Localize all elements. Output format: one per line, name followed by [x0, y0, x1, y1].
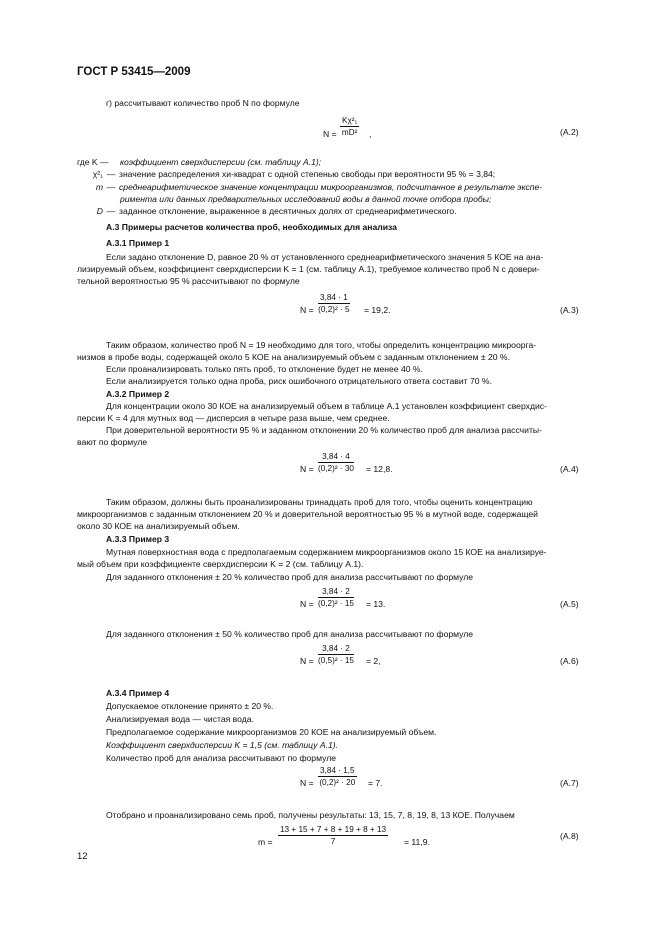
def-m-symbol: m [95, 182, 103, 192]
eq5-numerator: 3,84 · 2 [318, 587, 354, 598]
where-k-label: где K — [77, 157, 109, 167]
eq2-number: (А.2) [560, 127, 579, 137]
para-1-line-1: Если задано отклонение D, равное 20 % от установленного среднеарифметического значения 5 КОЕ на ана- [106, 252, 544, 262]
eq8-tail: = 11,9. [404, 837, 430, 847]
para-3-line-1: Для концентрации около 30 КОЕ на анализируемый объем в таблице А.1 установлен коэффициент сверхдис- [106, 401, 547, 411]
section-a33-heading: А.3.3 Пример 3 [106, 534, 170, 544]
eq7-tail: = 7. [368, 778, 383, 788]
eq7-fraction [318, 766, 357, 787]
eq7-numerator: 3,84 · 1,5 [320, 766, 355, 775]
eq2-numerator: Kχ²₁ [342, 116, 358, 125]
def-m-text-1: среднеарифметическое значение концентрации микроорганизмов, подсчитанное в результате экспе- [119, 182, 543, 192]
para-8: Отобрано и проанализировано семь проб, получены результаты: 13, 15, 7, 8, 19, 8, 13 КОЕ. Получаем [106, 810, 515, 820]
eq2-fraction [340, 116, 359, 137]
para-7-line-1: Допускаемое отклонение принято ± 20 %. [106, 701, 274, 711]
section-a3-heading: А.3 Примеры расчетов количества проб, необходимых для анализа [106, 222, 397, 232]
section-a32-heading: А.3.2 Пример 2 [106, 389, 170, 399]
def-chi-symbol: χ²₁ [92, 169, 103, 179]
para-5-line-3: Для заданного отклонения ± 20 % количество проб для анализа рассчитывают по формуле [106, 572, 474, 582]
def-m-text-2: риментa или данных предварительных исследований воды в данной точке отбора пробы; [120, 194, 492, 204]
para-7-line-5: Количество проб для анализа рассчитывают по формуле [106, 753, 336, 763]
eq8-number: (А.8) [560, 831, 579, 841]
eq5-tail: = 13. [366, 599, 386, 609]
eq4-denominator: (0,2)² · 30 [318, 464, 354, 473]
eq2-denominator: mD² [341, 128, 358, 137]
para-6: Для заданного отклонения ± 50 % количество проб для анализа рассчитывают по формуле [106, 629, 474, 639]
eq6-number: (А.6) [560, 656, 579, 666]
eq7-lhs: N = [300, 778, 314, 788]
eq2-tail: , [369, 129, 372, 139]
where-k-text: коэффициент сверхдисперсии (см. таблицу А.1); [120, 157, 322, 167]
eq2-lhs: N = [323, 129, 337, 139]
eq6-lhs: N = [300, 656, 314, 666]
para-3-line-3: При доверительной вероятности 95 % и заданном отклонении 20 % количество проб для анализа рассчиты- [106, 425, 542, 435]
eq4-number: (А.4) [560, 464, 579, 474]
eq6-tail: = 2, [366, 656, 381, 666]
para-3-line-2: персии K = 4 для мутных вод — дисперсия в четыре раза выше, чем среднее. [77, 413, 390, 423]
eq8-denominator: 7 [330, 837, 336, 846]
eq4-numerator: 3,84 · 4 [318, 452, 354, 463]
eq3-fraction [318, 293, 350, 314]
eq3-number: (А.3) [560, 305, 579, 315]
eq5-number: (А.5) [560, 599, 579, 609]
para-4-line-3: около 30 КОЕ на анализируемый объем. [77, 521, 240, 531]
eq6-numerator: 3,84 · 2 [318, 644, 354, 655]
eq5-lhs: N = [300, 599, 314, 609]
eq7-number: (А.7) [560, 778, 579, 788]
para-5-line-1: Мутная поверхностная вода с предполагаемым содержанием микроорганизмов около 15 КОЕ на анализируе- [106, 547, 547, 557]
para-4-line-1: Таким образом, должны быть проанализированы тринадцать проб для того, чтобы оценить концентрацию [106, 497, 533, 507]
page-number: 12 [77, 851, 88, 862]
eq8-numerator: 13 + 15 + 7 + 8 + 19 + 8 + 13 [280, 825, 387, 834]
para-5-line-2: мый объем при коэффициенте сверхдисперсии K = 2 (см. таблицу А.1). [77, 559, 364, 569]
def-d-symbol: D [96, 206, 103, 216]
eq8-lhs: m = [258, 837, 273, 847]
section-a31-heading: А.3.1 Пример 1 [106, 238, 170, 248]
document-header: ГОСТ Р 53415—2009 [77, 66, 191, 78]
para-2-line-4: Если анализируется только одна проба, риск ошибочного отрицательного ответа составит 70 %. [106, 376, 492, 386]
para-2-line-3: Если проанализировать только пять проб, то отклонение будет не менее 40 %. [106, 364, 423, 374]
eq3-tail: = 19,2. [364, 305, 391, 315]
item-g: г) рассчитывают количество проб N по формуле [106, 98, 300, 108]
eq7-denominator: (0,2)² · 20 [319, 778, 356, 787]
para-7-line-2: Анализируемая вода — чистая вода. [106, 714, 254, 724]
def-d: D — заданное отклонение, выраженное в десятичных долях от среднеарифметического. [77, 206, 457, 217]
eq3-numerator: 3,84 · 1 [320, 293, 348, 302]
section-a34-heading: А.3.4 Пример 4 [106, 688, 170, 698]
eq3-lhs: N = [300, 305, 314, 315]
eq4-tail: = 12,8. [366, 464, 393, 474]
para-4-line-2: микроорганизмов с заданным отклонением 20 % и доверительной вероятностью 95 % в мутной воде, содержащей [77, 509, 538, 519]
eq5-denominator: (0,2)² · 15 [318, 599, 354, 608]
def-d-text: заданное отклонение, выраженное в десятичных долях от среднеарифметического. [119, 206, 457, 216]
para-1-line-2: лизируемый объем, коэффициент сверхдисперсии K = 1 (см. таблицу А.1), требуемое количество проб N с довери- [77, 264, 540, 274]
eq6-fraction [318, 644, 354, 665]
para-3-line-4: вают по формуле [77, 437, 148, 447]
para-7-line-3: Предполагаемое содержание микроорганизмов 20 КОЕ на анализируемый объем. [106, 727, 437, 737]
eq8-fraction [278, 825, 388, 846]
def-chi: χ²₁ — значение распределения хи-квадрат с одной степенью свободы при вероятности 95 % = 3,84; [77, 169, 495, 180]
para-2-line-2: низмов в пробе воды, содержащей около 5 КОЕ на анализируемый объем с заданным отклонением ± 20 %. [77, 352, 510, 362]
para-1-line-3: тельной вероятностью 95 % рассчитывают по формуле [77, 276, 300, 286]
para-2-line-1: Таким образом, количество проб N = 19 необходимо для того, чтобы определить концентрацию микроорга- [106, 340, 537, 350]
para-7-line-4: Коэффициент сверхдисперсии K = 1,5 (см. таблицу А.1). [106, 740, 339, 750]
eq5-fraction [318, 587, 354, 608]
def-m: m — среднеарифметическое значение концентрации микроорганизмов, подсчитанное в результате экспе- [77, 182, 542, 193]
eq4-fraction [318, 452, 354, 473]
eq3-denominator: (0,2)² · 5 [318, 305, 350, 314]
def-chi-text: значение распределения хи-квадрат с одной степенью свободы при вероятности 95 % = 3,84; [119, 169, 496, 179]
eq4-lhs: N = [300, 464, 314, 474]
eq6-denominator: (0,5)² · 15 [318, 656, 354, 665]
